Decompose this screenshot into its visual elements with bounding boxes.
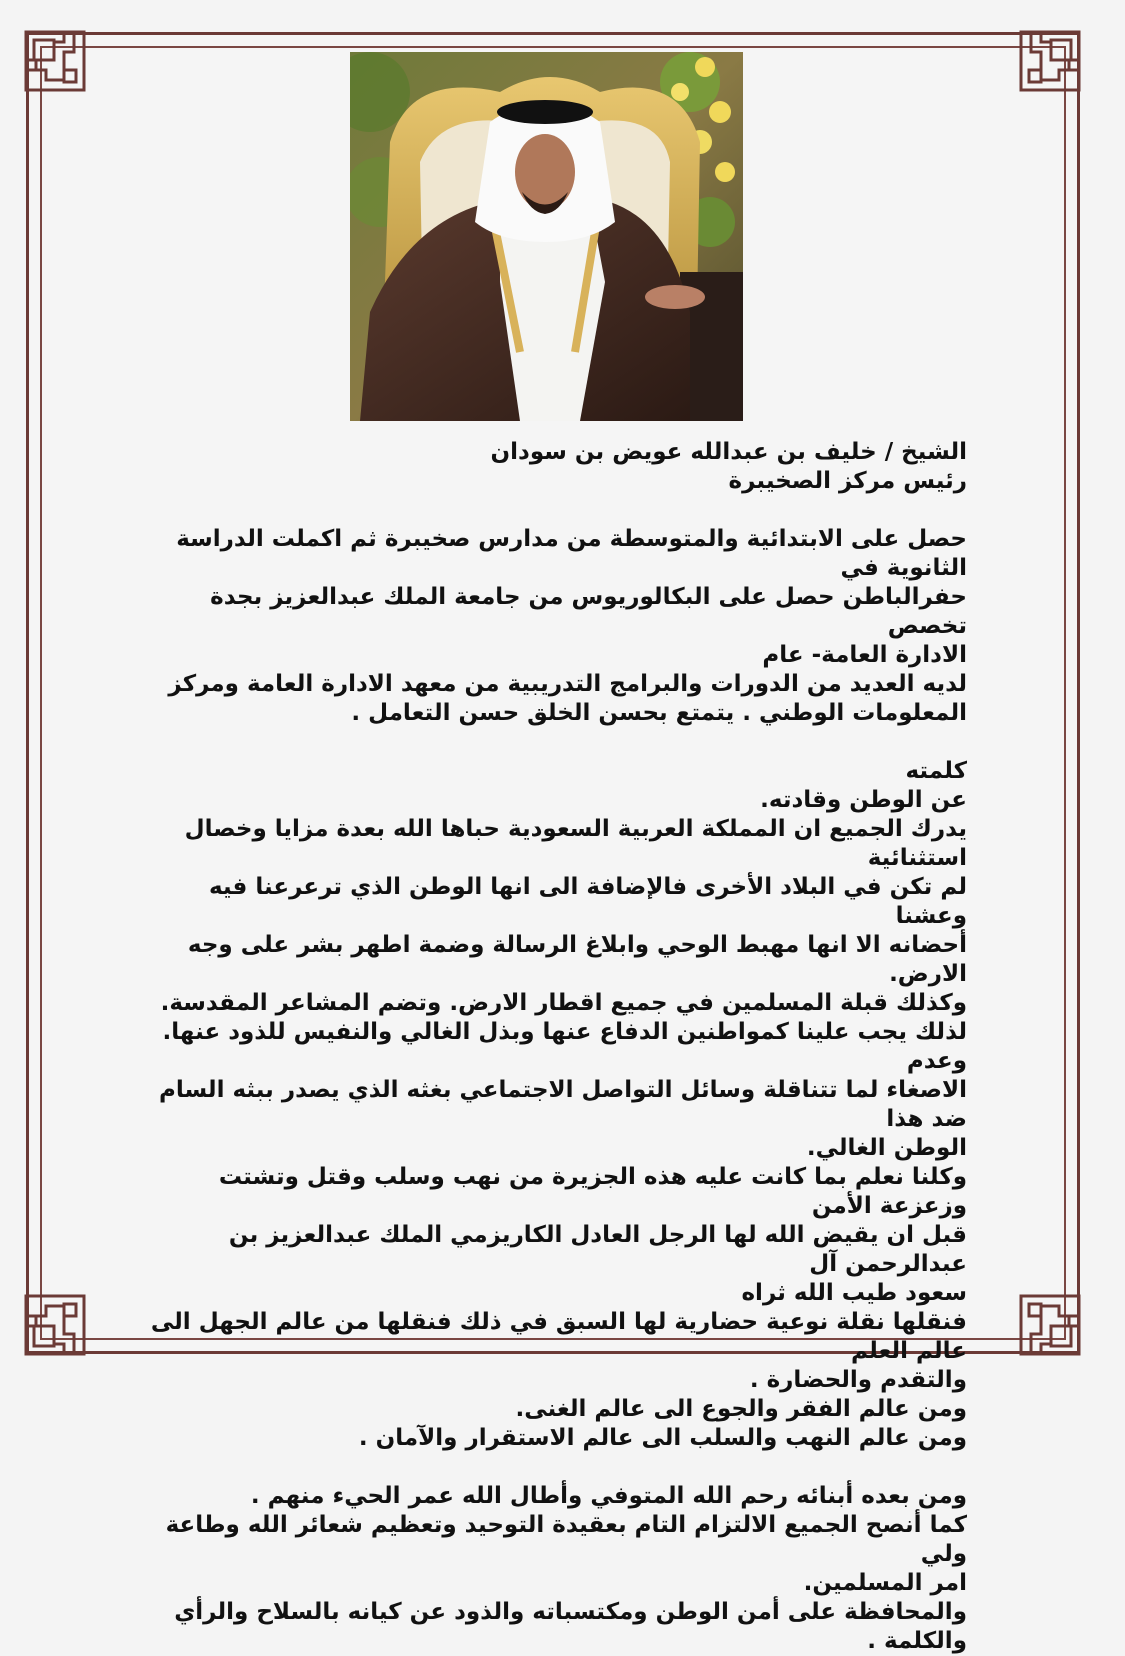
- speech-subheading: عن الوطن وقادته.: [760, 787, 967, 813]
- speech-line: يدرك الجميع ان المملكة العربية السعودية حباها الله بعدة مزايا وخصال استثنائية: [184, 816, 967, 871]
- name-line: الشيخ / خليف بن عبدالله عويض بن سودان: [490, 439, 967, 465]
- speech-line: والتقدم والحضارة .: [749, 1367, 967, 1393]
- article-text: [150, 438, 967, 1656]
- speech-line: ومن عالم النهب والسلب الى عالم الاستقرار والآمان .: [358, 1425, 967, 1451]
- speech-line: أحضانه الا انها مهبط الوحي وابلاغ الرسالة وضمة اطهر بشر على وجه الارض.: [187, 932, 967, 987]
- speech-line: فنقلها نقلة نوعية حضارية لها السبق في ذلك فنقلها من عالم الجهل الى عالم العلم: [150, 1309, 967, 1364]
- portrait-photo: [350, 52, 743, 421]
- speech-line: وكلنا نعلم بما كانت عليه هذه الجزيرة من نهب وسلب وقتل وتشتت وزعزعة الأمن: [218, 1164, 967, 1219]
- corner-ornament-icon: [1019, 1294, 1081, 1356]
- speech-line: الاصغاء لما تتناقلة وسائل التواصل الاجتماعي بغثه الذي يصدر ببثه السام ضد هذا: [159, 1077, 967, 1132]
- speech-line: لم تكن في البلاد الأخرى فالإضافة الى انها الوطن الذي ترعرعنا فيه وعشنا: [208, 874, 967, 929]
- title-line: رئيس مركز الصخيبرة: [728, 468, 967, 494]
- closing-line: كما أنصح الجميع الالتزام التام بعقيدة التوحيد وتعظيم شعائر الله وطاعة ولي: [165, 1512, 967, 1567]
- corner-ornament-icon: [24, 30, 86, 92]
- bio-line: الادارة العامة- عام: [762, 642, 967, 668]
- closing-line: امر المسلمين.: [803, 1570, 967, 1596]
- closing-line: ومن بعده أبنائه رحم الله المتوفي وأطال الله عمر الحيء منهم .: [250, 1483, 967, 1509]
- closing-line: والمحافظة على أمن الوطن ومكتسباته والذود عن كيانه بالسلاح والرأي والكلمة .: [174, 1599, 967, 1654]
- bio-line: لديه العديد من الدورات والبرامج التدريبية من معهد الادارة العامة ومركز: [168, 671, 967, 697]
- speech-line: سعود طيب الله ثراه: [741, 1280, 967, 1306]
- speech-line: لذلك يجب علينا كمواطنين الدفاع عنها وبذل الغالي والنفيس للذود عنها. وعدم: [162, 1019, 967, 1074]
- speech-line: قبل ان يقيض الله لها الرجل العادل الكاريزمي الملك عبدالعزيز بن عبدالرحمن آل: [228, 1222, 967, 1277]
- speech-line: ومن عالم الفقر والجوع الى عالم الغنى.: [515, 1396, 967, 1422]
- portrait-illustration: [350, 52, 743, 421]
- corner-ornament-icon: [1019, 30, 1081, 92]
- bio-line: حصل على الابتدائية والمتوسطة من مدارس صخيبرة ثم اكملت الدراسة الثانوية في: [176, 526, 967, 581]
- bio-line: حفرالباطن حصل على البكالوريوس من جامعة الملك عبدالعزيز بجدة تخصص: [210, 584, 967, 639]
- bio-line: المعلومات الوطني . يتمتع بحسن الخلق حسن التعامل .: [351, 700, 967, 726]
- speech-line: الوطن الغالي.: [806, 1135, 967, 1161]
- speech-line: وكذلك قبلة المسلمين في جميع اقطار الارض. وتضم المشاعر المقدسة.: [160, 990, 967, 1016]
- speech-heading: كلمته: [905, 758, 967, 784]
- corner-ornament-icon: [24, 1294, 86, 1356]
